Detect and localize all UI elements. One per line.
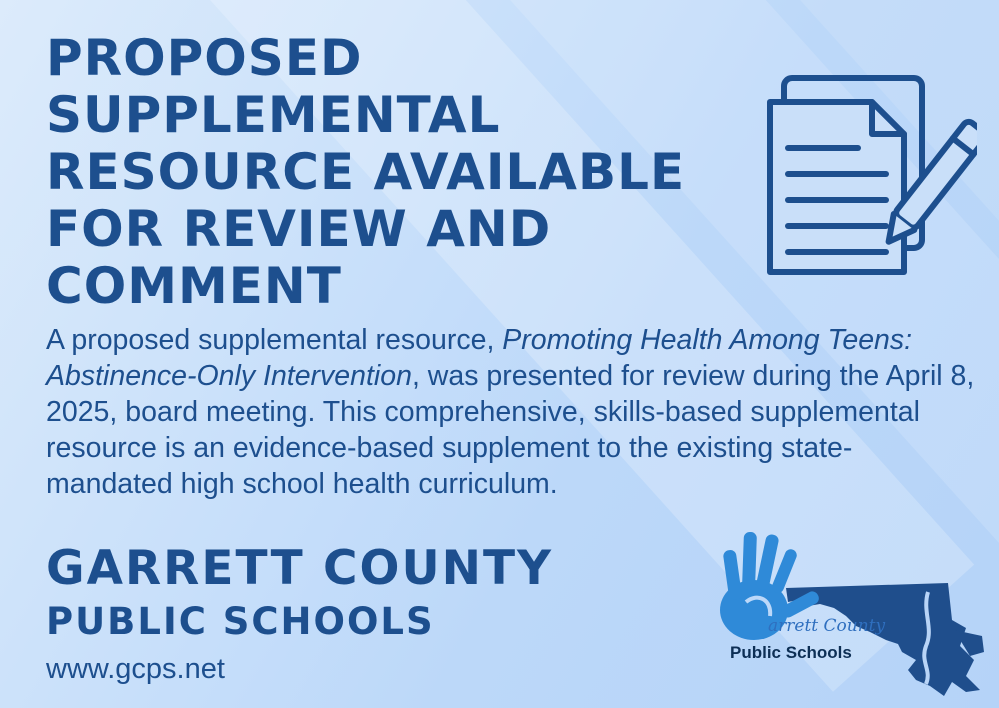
document-with-pencil-icon — [762, 72, 977, 282]
logo-script-text: arrett County — [768, 616, 886, 636]
district-logo — [716, 520, 996, 705]
organization-name-line2: PUBLIC SCHOOLS — [46, 600, 435, 643]
headline-line: COMMENT — [46, 257, 342, 315]
headline-line: PROPOSED — [46, 29, 363, 87]
headline-line: SUPPLEMENTAL — [46, 86, 501, 144]
headline-line: FOR REVIEW AND — [46, 200, 552, 258]
organization-name-line1: GARRETT COUNTY — [46, 541, 554, 596]
logo-name-text: Public Schools — [730, 643, 852, 662]
headline-line: RESOURCE AVAILABLE — [46, 143, 686, 201]
resource-title: Promoting Health Among Teens: Abstinence-Only Intervention — [46, 324, 913, 392]
website-link[interactable]: www.gcps.net — [46, 653, 225, 685]
description-text: , was presented for review during the April 8, 2025, board meeting. This comprehensive, skills-based supplemental resource is an evidence-based supplement to the existing state-mandated high school health curriculum. — [46, 360, 975, 500]
headline — [46, 30, 746, 315]
description-paragraph — [46, 322, 976, 502]
description-text: A proposed supplemental resource, — [46, 324, 503, 356]
